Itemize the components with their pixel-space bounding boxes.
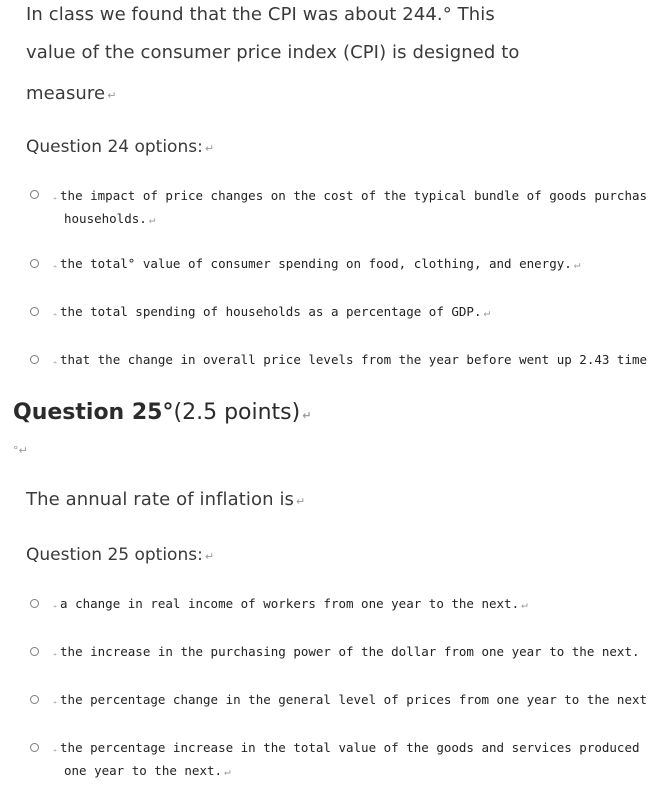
q24-option-3[interactable]: ₊ the total spending of households as a percentage of GDP. ↵	[52, 304, 491, 319]
q24-options-label: Question 24 options: ↵	[26, 137, 215, 157]
paragraph-mark-icon: ↵	[18, 444, 28, 457]
q25-option-2-radio[interactable]	[30, 647, 39, 656]
degree-mark-line: °↵	[13, 444, 28, 457]
paragraph-mark-icon: ↵	[296, 495, 306, 508]
q24-option-4-radio[interactable]	[30, 355, 39, 364]
q24-option-1-radio[interactable]	[30, 190, 39, 199]
q24-prompt-line-1: In class we found that the CPI was about 244.° This	[26, 4, 495, 25]
q24-option-3-radio[interactable]	[30, 307, 39, 316]
paragraph-mark-icon: ↵	[573, 258, 581, 271]
q24-option-2-radio[interactable]	[30, 259, 39, 268]
paragraph-mark-icon: ↵	[148, 213, 156, 226]
paragraph-mark-icon: ↵	[204, 550, 215, 563]
q24-option-1[interactable]: ₊ the impact of price changes on the cost of the typical bundle of goods purchas households. ↵	[52, 188, 648, 226]
q25-option-4[interactable]: ₊ the percentage increase in the total value of the goods and services produced one year to the next. ↵	[52, 740, 640, 778]
q24-option-4[interactable]: ₊ that the change in overall price levels from the year before went up 2.43 time	[52, 352, 648, 367]
paragraph-mark-icon: ↵	[483, 306, 491, 319]
q25-option-1[interactable]: ₊ a change in real income of workers from one year to the next. ↵	[52, 596, 528, 611]
paragraph-mark-icon: ↵	[204, 142, 215, 155]
paragraph-mark-icon: ↵	[224, 765, 231, 778]
q25-option-4-radio[interactable]	[30, 743, 39, 752]
paragraph-mark-icon: ↵	[302, 409, 312, 422]
q24-prompt-line-3: measure ↵	[26, 83, 117, 104]
q24-option-2[interactable]: ₊ the total° value of consumer spending on food, clothing, and energy. ↵	[52, 256, 581, 271]
q25-options-label: Question 25 options: ↵	[26, 545, 215, 565]
paragraph-mark-icon: ↵	[107, 89, 117, 102]
q25-option-2[interactable]: ₊ the increase in the purchasing power of the dollar from one year to the next.	[52, 644, 640, 659]
q25-option-3[interactable]: ₊ the percentage change in the general level of prices from one year to the next	[52, 692, 648, 707]
paragraph-mark-icon: ↵	[521, 598, 528, 611]
q25-option-3-radio[interactable]	[30, 695, 39, 704]
q25-prompt: The annual rate of inflation is ↵	[26, 489, 306, 510]
q25-option-1-radio[interactable]	[30, 599, 39, 608]
q24-prompt-line-2: value of the consumer price index (CPI) is designed to	[26, 42, 520, 63]
q25-heading: Question 25°(2.5 points) ↵	[13, 400, 312, 425]
